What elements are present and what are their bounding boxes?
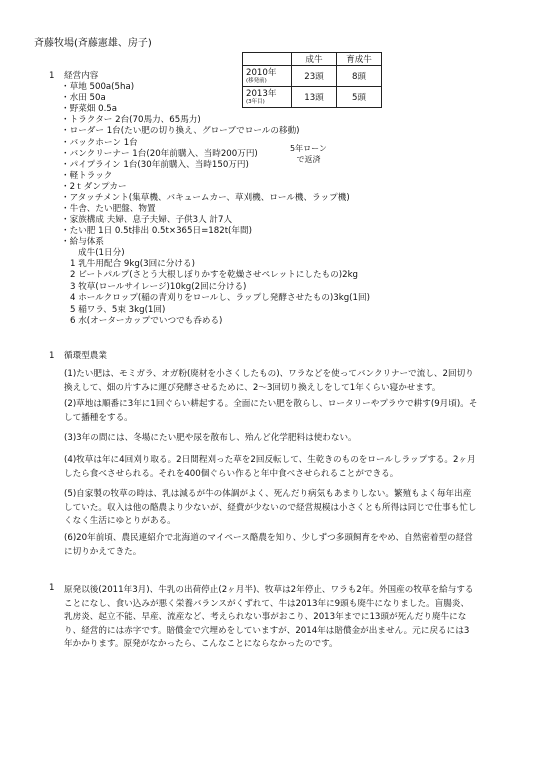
section-number: 1 — [49, 583, 55, 593]
management-item: ・パイプライン 1台(30年前購入、当時150万円) — [61, 159, 249, 170]
management-item: ・バックホーン 1台 — [61, 137, 138, 148]
table-corner-cell — [243, 53, 292, 66]
management-item: ・アタッチメント(集草機、バキュームカー、草刈機、ロール機、ラップ機) — [61, 193, 350, 203]
practice-paragraph: (5)自家製の牧草の時は、乳は減るが牛の体調がよく、死んだり病気もあまりしない。繁殖もよく毎年出産していた。収入は他の酪農より少ないが、経費が少ないので経営規模は小さくとも所得は同じで仕事も忙しくなく生活にゆとりがある。 — [64, 489, 477, 526]
practice-paragraph: (3)3年の間には、冬場にたい肥や尿を散布し、殆んど化学肥料は使わない。 — [64, 433, 357, 443]
year-label: 2010年 — [246, 68, 277, 78]
management-item: ・たい肥 1日 0.5t排出 0.5t×365日=182t(年間) — [61, 226, 252, 237]
year-sublabel: (3年目) — [246, 99, 265, 105]
feed-item: 4 ホールクロップ(稲の青刈りをロールし、ラップし発酵させたもの)3kg(1回) — [70, 293, 370, 304]
feed-item: 3 牧草(ロールサイレージ)10kg(2回に分ける) — [70, 281, 247, 292]
table-cell-adult: 23頭 — [292, 66, 337, 87]
nuclear-impact-paragraph: 原発以後(2011年3月)、牛乳の出荷停止(2ヶ月半)、牧草は2年停止、ワラも2年。外国産の牧草を給与することになし、食い込みが悪く栄養バランスがくずれて、牛は2013年に9頭も廃牛になりました。盲腸炎、乳房炎、起立不能、早産、流産など、考えられない事がおこり、2013年までに13頭が死んだり廃牛になり、経営的には赤字です。賠償金で穴埋めをしていますが、2014年は賠償金が出ません。元に戻るには3年かかります。原発がなかったら、こんなことにならなかったのです。 — [64, 585, 474, 649]
management-item: ・トラクター 2台(70馬力、65馬力) — [61, 115, 201, 126]
loan-note — [290, 143, 327, 165]
practice-paragraph: (6)20年前頃、農民連紹介で北海道のマイペース酪農を知り、少しずつ多頭飼育をやめ、自然密着型の経営に切りかえてきた。 — [64, 533, 473, 557]
section-heading: 経営内容 — [64, 71, 99, 81]
management-item: ・水田 50a — [61, 93, 106, 104]
management-item: ・ローダー 1台(たい肥の切り換え、グローブでロールの移動) — [61, 126, 300, 137]
table-cell-young: 8頭 — [337, 66, 382, 87]
table-row-year — [243, 87, 292, 108]
year-sublabel: (移発前) — [246, 78, 267, 84]
section-number: 1 — [49, 71, 55, 81]
feed-item: 5 稲ワラ、5束 3kg(1回) — [70, 304, 166, 315]
management-item: ・牛舎、たい肥盤、物置 — [61, 204, 156, 215]
table-header-young: 育成牛 — [337, 53, 382, 66]
feed-title: 成牛(1日分) — [78, 248, 125, 258]
section-heading: 循環型農業 — [64, 351, 107, 361]
table-cell-young: 5頭 — [337, 87, 382, 108]
feed-item: 2 ビートパルプ(さとう大根しぼりかすを乾燥させペレットにしたもの)2kg — [70, 270, 359, 281]
table-cell-adult: 13頭 — [292, 87, 337, 108]
feed-item: 1 乳牛用配合 9kg(3回に分ける) — [70, 259, 195, 269]
loan-note-line: 5年ローン — [290, 144, 327, 153]
herd-count-table — [242, 52, 382, 108]
table-row-year — [243, 66, 292, 87]
management-item: ・バンクリーナー 1台(20年前購入、当時200万円) — [61, 148, 258, 159]
loan-note-line: で返済 — [296, 155, 321, 164]
year-label: 2013年 — [246, 89, 277, 99]
management-item: ・草地 500a(5ha) — [61, 82, 135, 92]
management-item: ・給与体系 — [61, 237, 104, 248]
section-number: 1 — [49, 351, 55, 361]
feed-item: 6 水(オーターカップでいつでも呑める) — [70, 316, 223, 326]
management-item: ・軽トラック — [61, 170, 113, 181]
practice-paragraph: (2)草地は順番に3年に1回ぐらい耕起する。全面にたい肥を散らし、ロータリーやプラウで耕す(9月頃)。そして播種をする。 — [64, 399, 478, 423]
management-item: ・野菜畑 0.5a — [61, 104, 118, 115]
practice-paragraph: (1)たい肥は、モミガラ、オガ粉(廃材を小さくしたもの)、ワラなどを使ってバンクリナーで流し、2回切り換えして、畑の片すみに運び発酵させるために、2～3回切り換えしをして1年くらい寝かせます。 — [64, 369, 474, 393]
management-item: ・家族構成 夫婦、息子夫婦、子供3人 計7人 — [61, 215, 233, 226]
management-item: ・2ｔダンプカー — [61, 181, 127, 192]
practice-paragraph: (4)牧草は年に4回刈り取る。2日間程刈った草を2回反転して、生乾きのものをロールしラップする。2ヶ月したら食べさせられる。それを400個ぐらい作ると年中食べさせられることができる。 — [64, 455, 476, 479]
table-header-adult: 成牛 — [292, 53, 337, 66]
page-title: 斉藤牧場(斉藤憲雄、房子) — [34, 38, 152, 49]
